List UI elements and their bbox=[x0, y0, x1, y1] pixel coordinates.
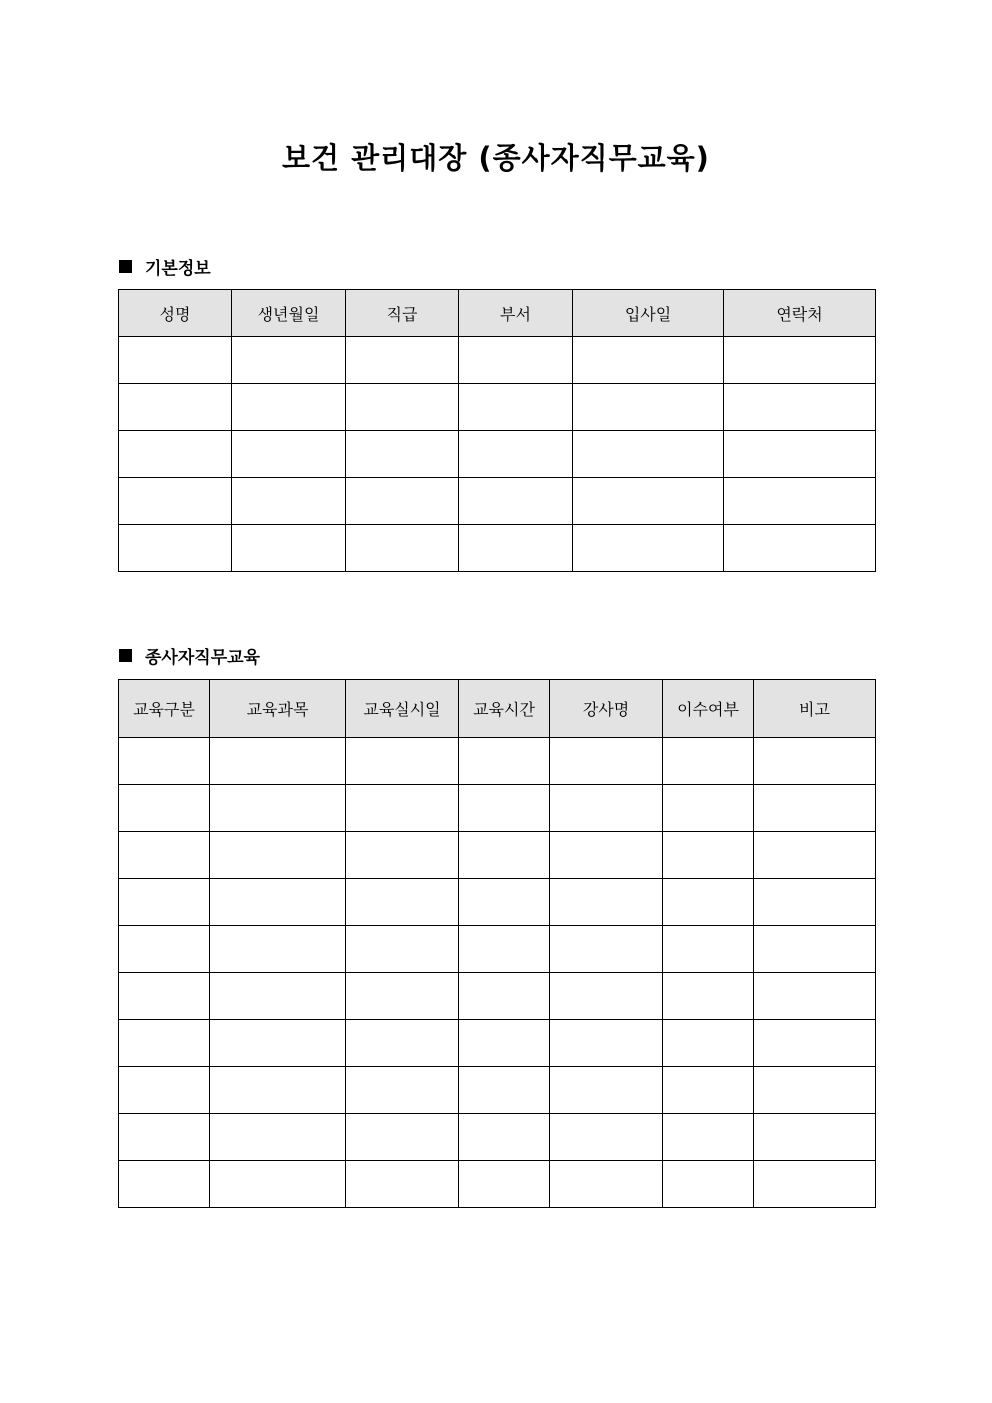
table-header-row bbox=[119, 290, 876, 337]
table-cell[interactable] bbox=[459, 926, 550, 973]
table-cell[interactable] bbox=[210, 1067, 346, 1114]
table-cell[interactable] bbox=[210, 832, 346, 879]
table-cell[interactable] bbox=[210, 738, 346, 785]
table-cell[interactable] bbox=[459, 1161, 550, 1208]
table-cell[interactable] bbox=[459, 384, 573, 431]
table-cell[interactable] bbox=[663, 973, 754, 1020]
table-cell[interactable] bbox=[663, 1161, 754, 1208]
table-row bbox=[119, 1020, 876, 1067]
table-cell[interactable] bbox=[459, 973, 550, 1020]
table-cell[interactable] bbox=[724, 431, 876, 478]
table-row bbox=[119, 785, 876, 832]
table-cell[interactable] bbox=[232, 431, 346, 478]
table-row bbox=[119, 973, 876, 1020]
table-cell[interactable] bbox=[550, 926, 663, 973]
table-cell[interactable] bbox=[232, 384, 346, 431]
section-heading-label: 기본정보 bbox=[145, 259, 211, 279]
table-cell[interactable] bbox=[119, 1161, 210, 1208]
table-row bbox=[119, 337, 876, 384]
table-cell[interactable] bbox=[550, 832, 663, 879]
table-cell[interactable] bbox=[550, 1020, 663, 1067]
square-bullet-icon bbox=[119, 260, 132, 273]
table-cell[interactable] bbox=[573, 384, 724, 431]
table-cell[interactable] bbox=[663, 738, 754, 785]
column-header: 부서 bbox=[459, 290, 573, 337]
table-cell[interactable] bbox=[663, 1114, 754, 1161]
table-cell[interactable] bbox=[346, 1020, 459, 1067]
table-cell[interactable] bbox=[346, 738, 459, 785]
table-cell[interactable] bbox=[754, 879, 876, 926]
table-cell[interactable] bbox=[210, 785, 346, 832]
section-heading-training bbox=[119, 643, 260, 668]
table-cell[interactable] bbox=[754, 738, 876, 785]
table-row bbox=[119, 926, 876, 973]
table-row bbox=[119, 738, 876, 785]
table-cell[interactable] bbox=[663, 926, 754, 973]
table-cell[interactable] bbox=[346, 785, 459, 832]
column-header: 강사명 bbox=[550, 680, 663, 738]
table-cell[interactable] bbox=[119, 738, 210, 785]
column-header: 직급 bbox=[346, 290, 459, 337]
column-header: 연락처 bbox=[724, 290, 876, 337]
column-header: 교육실시일 bbox=[346, 680, 459, 738]
table-cell[interactable] bbox=[663, 1067, 754, 1114]
table-cell[interactable] bbox=[550, 1161, 663, 1208]
table-cell[interactable] bbox=[754, 785, 876, 832]
table-cell[interactable] bbox=[346, 926, 459, 973]
table-cell[interactable] bbox=[754, 1114, 876, 1161]
table-cell[interactable] bbox=[119, 879, 210, 926]
table-cell[interactable] bbox=[119, 525, 232, 572]
table-cell[interactable] bbox=[663, 1020, 754, 1067]
table-cell[interactable] bbox=[119, 1067, 210, 1114]
table-row bbox=[119, 879, 876, 926]
table-row bbox=[119, 832, 876, 879]
table-cell[interactable] bbox=[119, 431, 232, 478]
table-cell[interactable] bbox=[346, 384, 459, 431]
table-cell[interactable] bbox=[573, 478, 724, 525]
table-cell[interactable] bbox=[119, 337, 232, 384]
table-cell[interactable] bbox=[754, 1020, 876, 1067]
table-cell[interactable] bbox=[550, 738, 663, 785]
table-cell[interactable] bbox=[346, 431, 459, 478]
table-cell[interactable] bbox=[210, 973, 346, 1020]
table-cell[interactable] bbox=[346, 832, 459, 879]
table-cell[interactable] bbox=[459, 785, 550, 832]
table-cell[interactable] bbox=[754, 973, 876, 1020]
table-cell[interactable] bbox=[754, 1067, 876, 1114]
table-cell[interactable] bbox=[754, 926, 876, 973]
table-cell[interactable] bbox=[119, 785, 210, 832]
table-row bbox=[119, 1114, 876, 1161]
table-cell[interactable] bbox=[346, 1067, 459, 1114]
table-cell[interactable] bbox=[573, 431, 724, 478]
table-cell[interactable] bbox=[346, 879, 459, 926]
table-row bbox=[119, 525, 876, 572]
table-cell[interactable] bbox=[119, 926, 210, 973]
column-header: 교육과목 bbox=[210, 680, 346, 738]
table-cell[interactable] bbox=[459, 478, 573, 525]
table-cell[interactable] bbox=[210, 1161, 346, 1208]
column-header: 입사일 bbox=[573, 290, 724, 337]
column-header: 교육시간 bbox=[459, 680, 550, 738]
table-cell[interactable] bbox=[459, 525, 573, 572]
table-cell[interactable] bbox=[232, 525, 346, 572]
column-header: 성명 bbox=[119, 290, 232, 337]
table-cell[interactable] bbox=[754, 832, 876, 879]
table-cell[interactable] bbox=[210, 879, 346, 926]
table-cell[interactable] bbox=[754, 1161, 876, 1208]
table-cell[interactable] bbox=[459, 1067, 550, 1114]
table-cell[interactable] bbox=[724, 337, 876, 384]
table-cell[interactable] bbox=[573, 337, 724, 384]
table-cell[interactable] bbox=[459, 1114, 550, 1161]
table-cell[interactable] bbox=[663, 832, 754, 879]
table-row bbox=[119, 384, 876, 431]
table-cell[interactable] bbox=[119, 478, 232, 525]
table-cell[interactable] bbox=[724, 478, 876, 525]
table-cell[interactable] bbox=[346, 478, 459, 525]
column-header: 교육구분 bbox=[119, 680, 210, 738]
column-header: 이수여부 bbox=[663, 680, 754, 738]
table-row bbox=[119, 1161, 876, 1208]
column-header: 비고 bbox=[754, 680, 876, 738]
table-cell[interactable] bbox=[550, 1114, 663, 1161]
table-cell[interactable] bbox=[346, 1161, 459, 1208]
square-bullet-icon bbox=[119, 649, 132, 662]
table-cell[interactable] bbox=[663, 879, 754, 926]
table-cell[interactable] bbox=[119, 832, 210, 879]
table-cell[interactable] bbox=[459, 832, 550, 879]
table-cell[interactable] bbox=[550, 1067, 663, 1114]
table-cell[interactable] bbox=[119, 384, 232, 431]
table-cell[interactable] bbox=[119, 1020, 210, 1067]
table-cell[interactable] bbox=[459, 879, 550, 926]
table-cell[interactable] bbox=[550, 973, 663, 1020]
table-header-row bbox=[119, 680, 876, 738]
table-cell[interactable] bbox=[210, 1020, 346, 1067]
section-heading-basic-info bbox=[119, 254, 211, 279]
table-cell[interactable] bbox=[573, 525, 724, 572]
table-cell[interactable] bbox=[210, 1114, 346, 1161]
table-cell[interactable] bbox=[119, 1114, 210, 1161]
table-row bbox=[119, 478, 876, 525]
table-cell[interactable] bbox=[459, 1020, 550, 1067]
table-cell[interactable] bbox=[346, 973, 459, 1020]
basic-info-table bbox=[118, 289, 876, 572]
table-cell[interactable] bbox=[724, 384, 876, 431]
table-cell[interactable] bbox=[346, 337, 459, 384]
section-heading-label: 종사자직무교육 bbox=[145, 648, 260, 668]
table-cell[interactable] bbox=[459, 738, 550, 785]
table-cell[interactable] bbox=[550, 785, 663, 832]
table-cell[interactable] bbox=[663, 785, 754, 832]
table-cell[interactable] bbox=[724, 525, 876, 572]
table-row bbox=[119, 431, 876, 478]
document-title: 보건 관리대장 (종사자직무교육) bbox=[282, 141, 710, 175]
table-cell[interactable] bbox=[346, 1114, 459, 1161]
table-cell[interactable] bbox=[459, 337, 573, 384]
table-cell[interactable] bbox=[232, 478, 346, 525]
table-cell[interactable] bbox=[550, 879, 663, 926]
table-cell[interactable] bbox=[346, 525, 459, 572]
table-cell[interactable] bbox=[232, 337, 346, 384]
table-cell[interactable] bbox=[459, 431, 573, 478]
column-header: 생년월일 bbox=[232, 290, 346, 337]
table-cell[interactable] bbox=[210, 926, 346, 973]
table-row bbox=[119, 1067, 876, 1114]
training-table bbox=[118, 679, 876, 1208]
table-cell[interactable] bbox=[119, 973, 210, 1020]
